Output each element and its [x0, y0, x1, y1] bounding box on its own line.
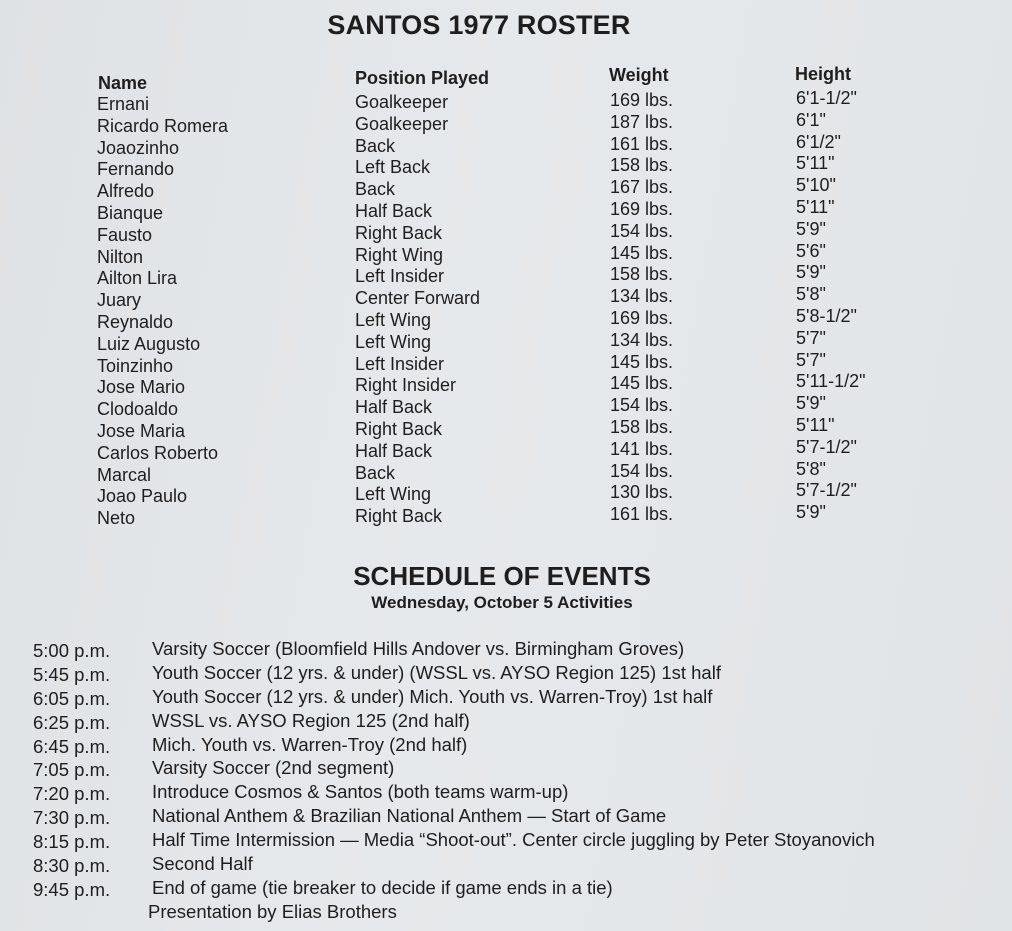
player-weight: 130 lbs.	[610, 482, 674, 503]
schedule-item	[0, 877, 1012, 901]
roster-row	[0, 109, 1012, 138]
player-name: Joaozinho	[97, 137, 180, 158]
player-weight: 161 lbs.	[610, 133, 674, 154]
player-position: Goalkeeper	[355, 92, 449, 112]
player-name: Ernani	[97, 94, 150, 114]
player-weight: 169 lbs.	[610, 198, 674, 219]
player-position: Back	[355, 462, 396, 483]
player-height: 6'1/2"	[796, 131, 841, 152]
schedule-item	[0, 805, 1012, 829]
player-height: 5'11"	[796, 153, 835, 174]
player-position: Right Insider	[355, 375, 457, 396]
event-description: Varsity Soccer (2nd segment)	[152, 757, 395, 779]
player-weight: 154 lbs.	[610, 395, 674, 416]
event-time: 5:45 p.m.	[33, 663, 111, 685]
event-time: 5:00 p.m.	[33, 640, 111, 661]
player-height: 5'11-1/2"	[796, 371, 866, 392]
player-position: Right Wing	[355, 244, 444, 265]
roster-row	[0, 371, 1012, 399]
event-time: 6:45 p.m.	[33, 735, 111, 757]
player-height: 5'9"	[796, 393, 826, 414]
player-weight: 154 lbs.	[610, 460, 674, 481]
player-height: 5'7"	[796, 327, 826, 348]
event-time: 7:20 p.m.	[33, 783, 111, 805]
event-description: National Anthem & Brazilian National Anthem — Start of Game	[152, 805, 667, 827]
player-height: 5'9"	[796, 502, 826, 523]
schedule-item	[0, 662, 1012, 686]
roster-row	[0, 284, 1012, 312]
roster-row	[0, 305, 1012, 334]
player-weight: 154 lbs.	[610, 220, 674, 241]
player-name: Jose Maria	[97, 420, 186, 441]
player-name: Luiz Augusto	[97, 333, 201, 354]
player-height: 6'1-1/2"	[796, 88, 857, 108]
player-height: 5'8"	[796, 284, 826, 305]
player-height: 5'7-1/2"	[796, 480, 857, 501]
event-description: Varsity Soccer (Bloomfield Hills Andover vs. Birmingham Groves)	[152, 638, 685, 659]
event-description: Second Half	[152, 853, 253, 875]
roster-row	[0, 131, 1012, 160]
player-name: Carlos Roberto	[97, 442, 219, 463]
schedule-subtitle: Wednesday, October 5 Activities	[371, 593, 633, 612]
player-weight: 145 lbs.	[610, 373, 674, 394]
roster-row	[0, 327, 1012, 356]
player-position: Half Back	[355, 397, 433, 418]
schedule-list	[0, 638, 1012, 925]
player-position: Left Back	[355, 157, 431, 178]
player-position: Right Back	[355, 418, 443, 439]
event-description: WSSL vs. AYSO Region 125 (2nd half)	[152, 709, 470, 731]
event-time: 8:30 p.m.	[33, 855, 111, 877]
event-description: End of game (tie breaker to decide if game ends in a tie)	[152, 876, 613, 898]
player-name: Ricardo Romera	[97, 115, 229, 136]
roster-title: SANTOS 1977 ROSTER	[327, 10, 631, 40]
player-position: Right Back	[355, 506, 443, 527]
event-description: Presentation by Elias Brothers	[148, 900, 397, 922]
player-position: Back	[355, 179, 396, 200]
header-weight: Weight	[609, 65, 669, 85]
roster-row	[0, 240, 1012, 269]
event-description: Youth Soccer (12 yrs. & under) Mich. Youth vs. Warren-Troy) 1st half	[152, 685, 713, 707]
player-weight: 167 lbs.	[610, 177, 674, 198]
schedule-item	[0, 781, 1012, 805]
roster-row	[0, 218, 1012, 247]
player-height: 5'8"	[796, 458, 826, 479]
player-position: Center Forward	[355, 288, 481, 309]
player-name: Alfredo	[97, 181, 155, 202]
event-time: 6:25 p.m.	[33, 711, 111, 733]
player-weight: 145 lbs.	[610, 242, 674, 263]
player-weight: 134 lbs.	[610, 329, 674, 350]
roster-table	[0, 88, 1012, 530]
event-time: 8:15 p.m.	[33, 831, 111, 853]
player-weight: 158 lbs.	[610, 416, 674, 437]
player-weight: 141 lbs.	[610, 438, 674, 459]
schedule-item	[0, 901, 1012, 925]
player-weight: 169 lbs.	[610, 90, 674, 110]
player-position: Half Back	[355, 200, 433, 221]
player-weight: 145 lbs.	[610, 351, 674, 372]
player-height: 5'10"	[796, 175, 836, 196]
player-position: Left Wing	[355, 484, 432, 505]
header-position: Position Played	[355, 68, 490, 88]
roster-row	[0, 262, 1012, 290]
player-name: Neto	[97, 508, 136, 529]
player-name: Fernando	[97, 159, 175, 180]
player-weight: 158 lbs.	[610, 264, 674, 285]
player-position: Left Insider	[355, 266, 445, 287]
player-height: 5'7-1/2"	[796, 436, 857, 457]
roster-row	[0, 175, 1012, 203]
event-time: 7:05 p.m.	[33, 759, 111, 781]
player-name: Toinzinho	[97, 355, 174, 376]
player-name: Jose Mario	[97, 377, 186, 398]
player-weight: 169 lbs.	[610, 307, 674, 328]
player-position: Left Wing	[355, 331, 432, 352]
player-height: 5'8-1/2"	[796, 305, 857, 326]
player-height: 5'11"	[796, 196, 835, 217]
event-description: Introduce Cosmos & Santos (both teams warm-up)	[152, 781, 569, 803]
event-time: 9:45 p.m.	[33, 878, 111, 900]
roster-row	[0, 153, 1012, 181]
player-height: 5'9"	[796, 262, 826, 283]
player-position: Half Back	[355, 440, 433, 461]
player-height: 6'1"	[796, 109, 826, 130]
roster-row	[0, 436, 1012, 465]
schedule-title: SCHEDULE OF EVENTS	[353, 561, 651, 591]
player-name: Marcal	[97, 464, 152, 485]
player-height: 5'6"	[796, 240, 826, 261]
roster-row	[0, 393, 1012, 421]
player-name: Joao Paulo	[97, 486, 188, 507]
player-height: 5'7"	[796, 349, 826, 370]
schedule-item	[0, 829, 1012, 853]
player-name: Clodoaldo	[97, 399, 179, 420]
roster-row	[0, 88, 1012, 116]
schedule-item	[0, 638, 1012, 662]
player-weight: 161 lbs.	[610, 504, 674, 525]
roster-row	[0, 458, 1012, 487]
player-position: Left Wing	[355, 309, 432, 330]
event-time: 6:05 p.m.	[33, 687, 111, 709]
player-height: 5'9"	[796, 218, 826, 239]
roster-row	[0, 196, 1012, 225]
player-position: Goalkeeper	[355, 113, 449, 134]
player-weight: 158 lbs.	[610, 155, 674, 176]
player-name: Nilton	[97, 246, 144, 267]
schedule-item	[0, 686, 1012, 710]
player-weight: 134 lbs.	[610, 286, 674, 307]
player-name: Juary	[97, 290, 142, 311]
schedule-item	[0, 853, 1012, 877]
schedule-item	[0, 710, 1012, 734]
roster-row	[0, 414, 1012, 443]
player-position: Left Insider	[355, 353, 445, 374]
schedule-item	[0, 734, 1012, 758]
player-weight: 187 lbs.	[610, 111, 674, 132]
header-name: Name	[98, 73, 148, 93]
player-name: Ailton Lira	[97, 268, 178, 289]
player-position: Right Back	[355, 222, 443, 243]
event-time: 7:30 p.m.	[33, 807, 111, 829]
event-description: Half Time Intermission — Media “Shoot-out”. Center circle juggling by Peter Stoyanovich	[152, 829, 875, 851]
schedule-item	[0, 757, 1012, 781]
player-position: Back	[355, 135, 396, 156]
header-height: Height	[795, 64, 851, 84]
player-height: 5'11"	[796, 414, 835, 435]
player-name: Fausto	[97, 224, 153, 245]
roster-header-row	[0, 64, 1012, 93]
player-name: Bianque	[97, 202, 164, 223]
event-description: Youth Soccer (12 yrs. & under) (WSSL vs. AYSO Region 125) 1st half	[152, 661, 721, 683]
roster-row	[0, 480, 1012, 508]
event-description: Mich. Youth vs. Warren-Troy (2nd half)	[152, 733, 468, 755]
roster-row	[0, 502, 1012, 530]
player-name: Reynaldo	[97, 311, 174, 332]
